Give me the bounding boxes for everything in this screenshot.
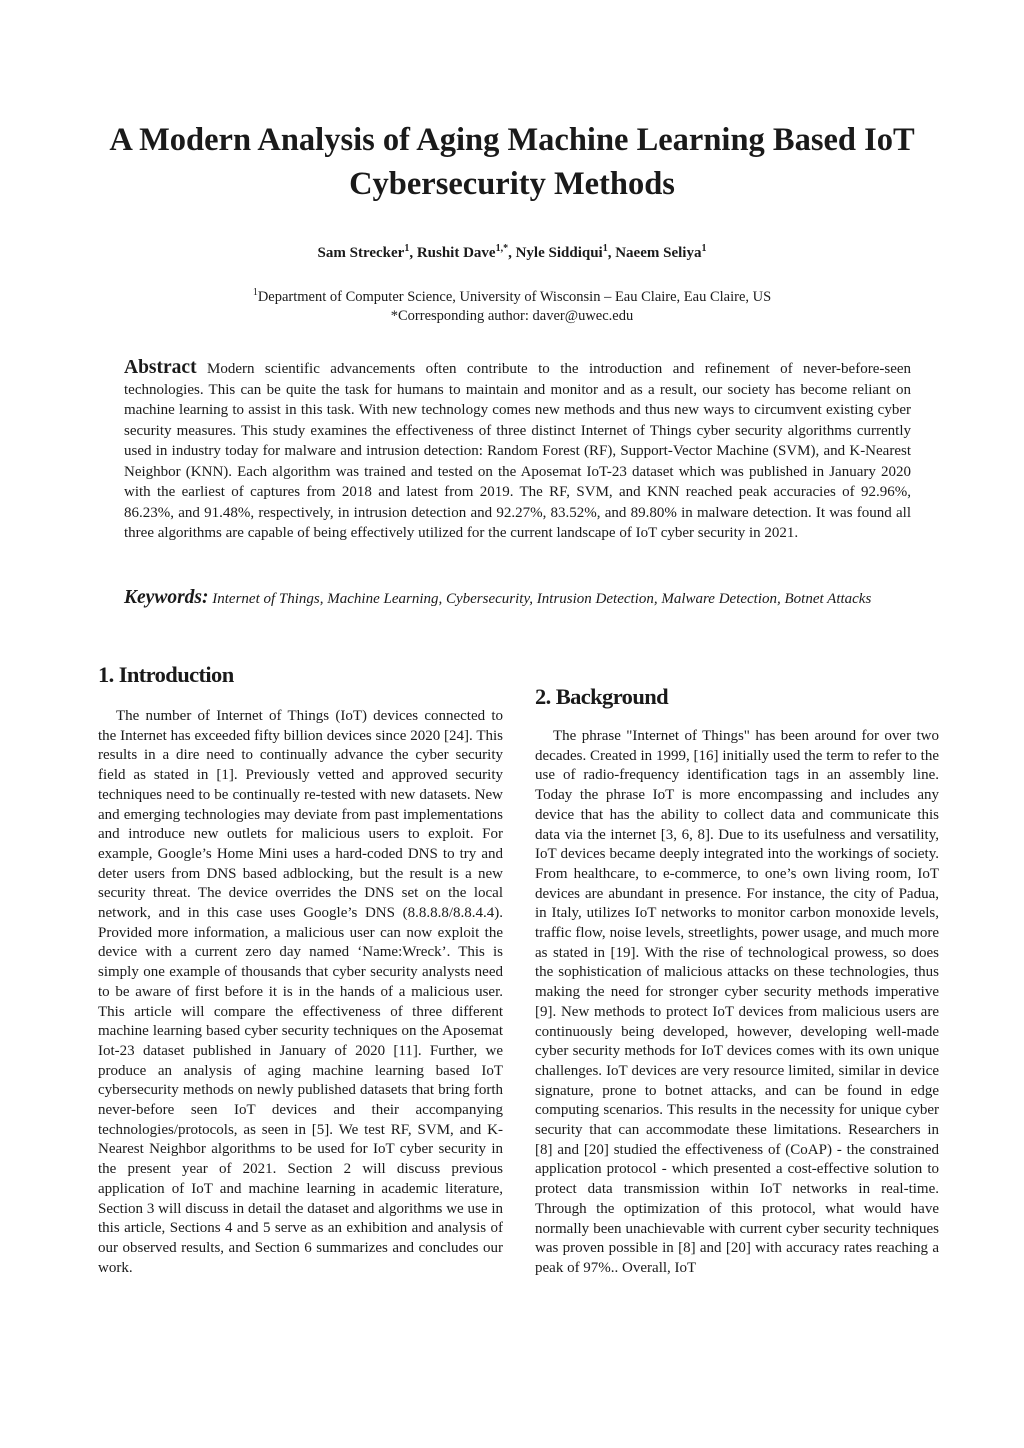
- abstract-text: Modern scientific advancements often contribute to the introduction and refinement of never-before-seen technologies. This can be quite the task for humans to maintain and monitor and as a result, our society has become reliant on machine learning to assist in this task. With new technology comes new methods and thus new ways to circumvent existing cyber security measures. This study examines the effectiveness of three distinct Internet of Things cyber security algorithms currently used in industry today for malware and intrusion detection: Random Forest (RF), Support-Vector Machine (SVM), and K-Nearest Neighbor (KNN). Each algorithm was trained and tested on the Aposemat IoT-23 dataset which was published in January 2020 with the earliest of captures from 2018 and latest from 2019. The RF, SVM, and KNN reached peak accuracies of 92.96%, 86.23%, and 91.48%, respectively, in intrusion detection and 92.27%, 83.52%, and 89.80% in malware detection. It was found all three algorithms are capable of being effectively utilized for the current landscape of IoT cyber security in 2021.: [124, 361, 912, 541]
- keywords-text: Internet of Things, Machine Learning, Cybersecurity, Intrusion Detection, Malware Detection, Botnet Attacks: [212, 591, 872, 607]
- author-name: Nyle Siddiqui: [515, 245, 603, 261]
- keywords-label: Keywords:: [124, 587, 209, 608]
- author-name: Sam Strecker: [317, 245, 405, 261]
- paper-title: A Modern Analysis of Aging Machine Learning Based IoT Cybersecurity Methods: [109, 122, 915, 202]
- abstract: [124, 358, 911, 544]
- author-list: Sam Strecker$^1$, Rushit Dave$^{1,*}$, Nyle Siddiqui$^1$, Naeem Seliya$^1$: [317, 243, 707, 261]
- author-affiliation-marker: 1: [701, 243, 707, 254]
- introduction-body: The number of Internet of Things (IoT) devices connected to the Internet has exceeded fifty billion devices since 2020 [24]. This results in a dire need to continually advance the cyber security field as stated in [1]. Previously vetted and approved security techniques need to be continually re-tested with new datasets. New and emerging technologies may deviate from past implementations and introduce new outlets for malicious users to exploit. For example, Google’s Home Mini uses a hard-coded DNS to try and deter users from DNS based adblocking, but the result is a new security threat. The device overrides the DNS set on the local network, and in this case uses Google’s DNS (8.8.8.8/8.8.4.4). Provided more information, a malicious user can now exploit the device with a current zero day named ‘Name:Wreck’. This is simply one example of thousands that cyber security analysts need to be aware of first before it is in the hands of a malicious user. This article will compare the effectiveness of three different machine learning based cyber security techniques on the Aposemat Iot-23 dataset published in January of 2020 [11]. Further, we produce an analysis of aging machine learning based IoT cybersecurity methods on newly published datasets that bring forth never-before seen IoT devices and their accompanying technologies/protocols, as seen in [5]. We test RF, SVM, and K-Nearest Neighbor algorithms to be used for IoT cyber security in the present year of 2021. Section 2 will discuss previous application of IoT and machine learning in academic literature, Section 3 will discuss in detail the dataset and algorithms we use in this article, Sections 4 and 5 serve as an exhibition and analysis of our observed results, and Section 6 summarizes and concludes our work.: [98, 708, 503, 1276]
- abstract-label: Abstract: [124, 357, 197, 378]
- author-affiliation-marker: 1: [602, 243, 608, 254]
- author-affiliation-marker: 1,*: [495, 243, 509, 254]
- background-body: The phrase "Internet of Things" has been around for over two decades. Created in 1999, [16] initially used the term to refer to the use of radio-frequency identification tags in an assembly line. Today the phrase IoT is more encompassing and includes any device that has the ability to collect data and communicate this data via the internet [3, 6, 8]. Due to its usefulness and versatility, IoT devices became deeply integrated into the workings of society. From healthcare, to e-commerce, to one’s own living room, IoT devices are abundant in presence. For instance, the city of Padua, in Italy, utilizes IoT networks to monitor carbon monoxide levels, traffic flow, noise levels, streetlights, power usage, and much more as stated in [19]. With the rise of technological prowess, so does the sophistication of malicious attacks on these technologies, thus making the need for stronger cyber security methods imperative [9]. New methods to protect IoT devices from malicious users are continuously being developed, however, developing well-made cyber security methods for IoT devices comes with its own unique challenges. IoT devices are very resource limited, similar in device signature, prone to botnet attacks, and can be found in edge computing scenarios. This results in the necessity for unique cyber security that can accommodate these limitations. Researchers in [8] and [20] studied the effectiveness of (CoAP) - the constrained application protocol - which presented a cost-effective solution to protect data transmission within IoT networks in real-time. Through the optimization of this protocol, what would have normally been unachievable with current cyber security techniques was proven possible in [8] and [20] with accuracy rates reaching a peak of 97%.. Overall, IoT: [535, 728, 939, 1276]
- author-name: Naeem Seliya: [615, 245, 702, 261]
- affiliation-marker: 1: [252, 287, 258, 298]
- section-heading-background: 2. Background: [535, 684, 669, 709]
- keywords: [124, 588, 911, 610]
- author-affiliation-marker: 1: [404, 243, 410, 254]
- affiliation-text: Department of Computer Science, University of Wisconsin – Eau Claire, Eau Claire, US: [257, 288, 772, 305]
- corresponding-author: *Corresponding author: daver@uwec.edu: [390, 307, 634, 324]
- section-heading-introduction: 1. Introduction: [98, 662, 234, 687]
- author-name: Rushit Dave: [416, 245, 496, 261]
- affiliation-line: [60, 283, 964, 307]
- affiliations: [60, 283, 964, 326]
